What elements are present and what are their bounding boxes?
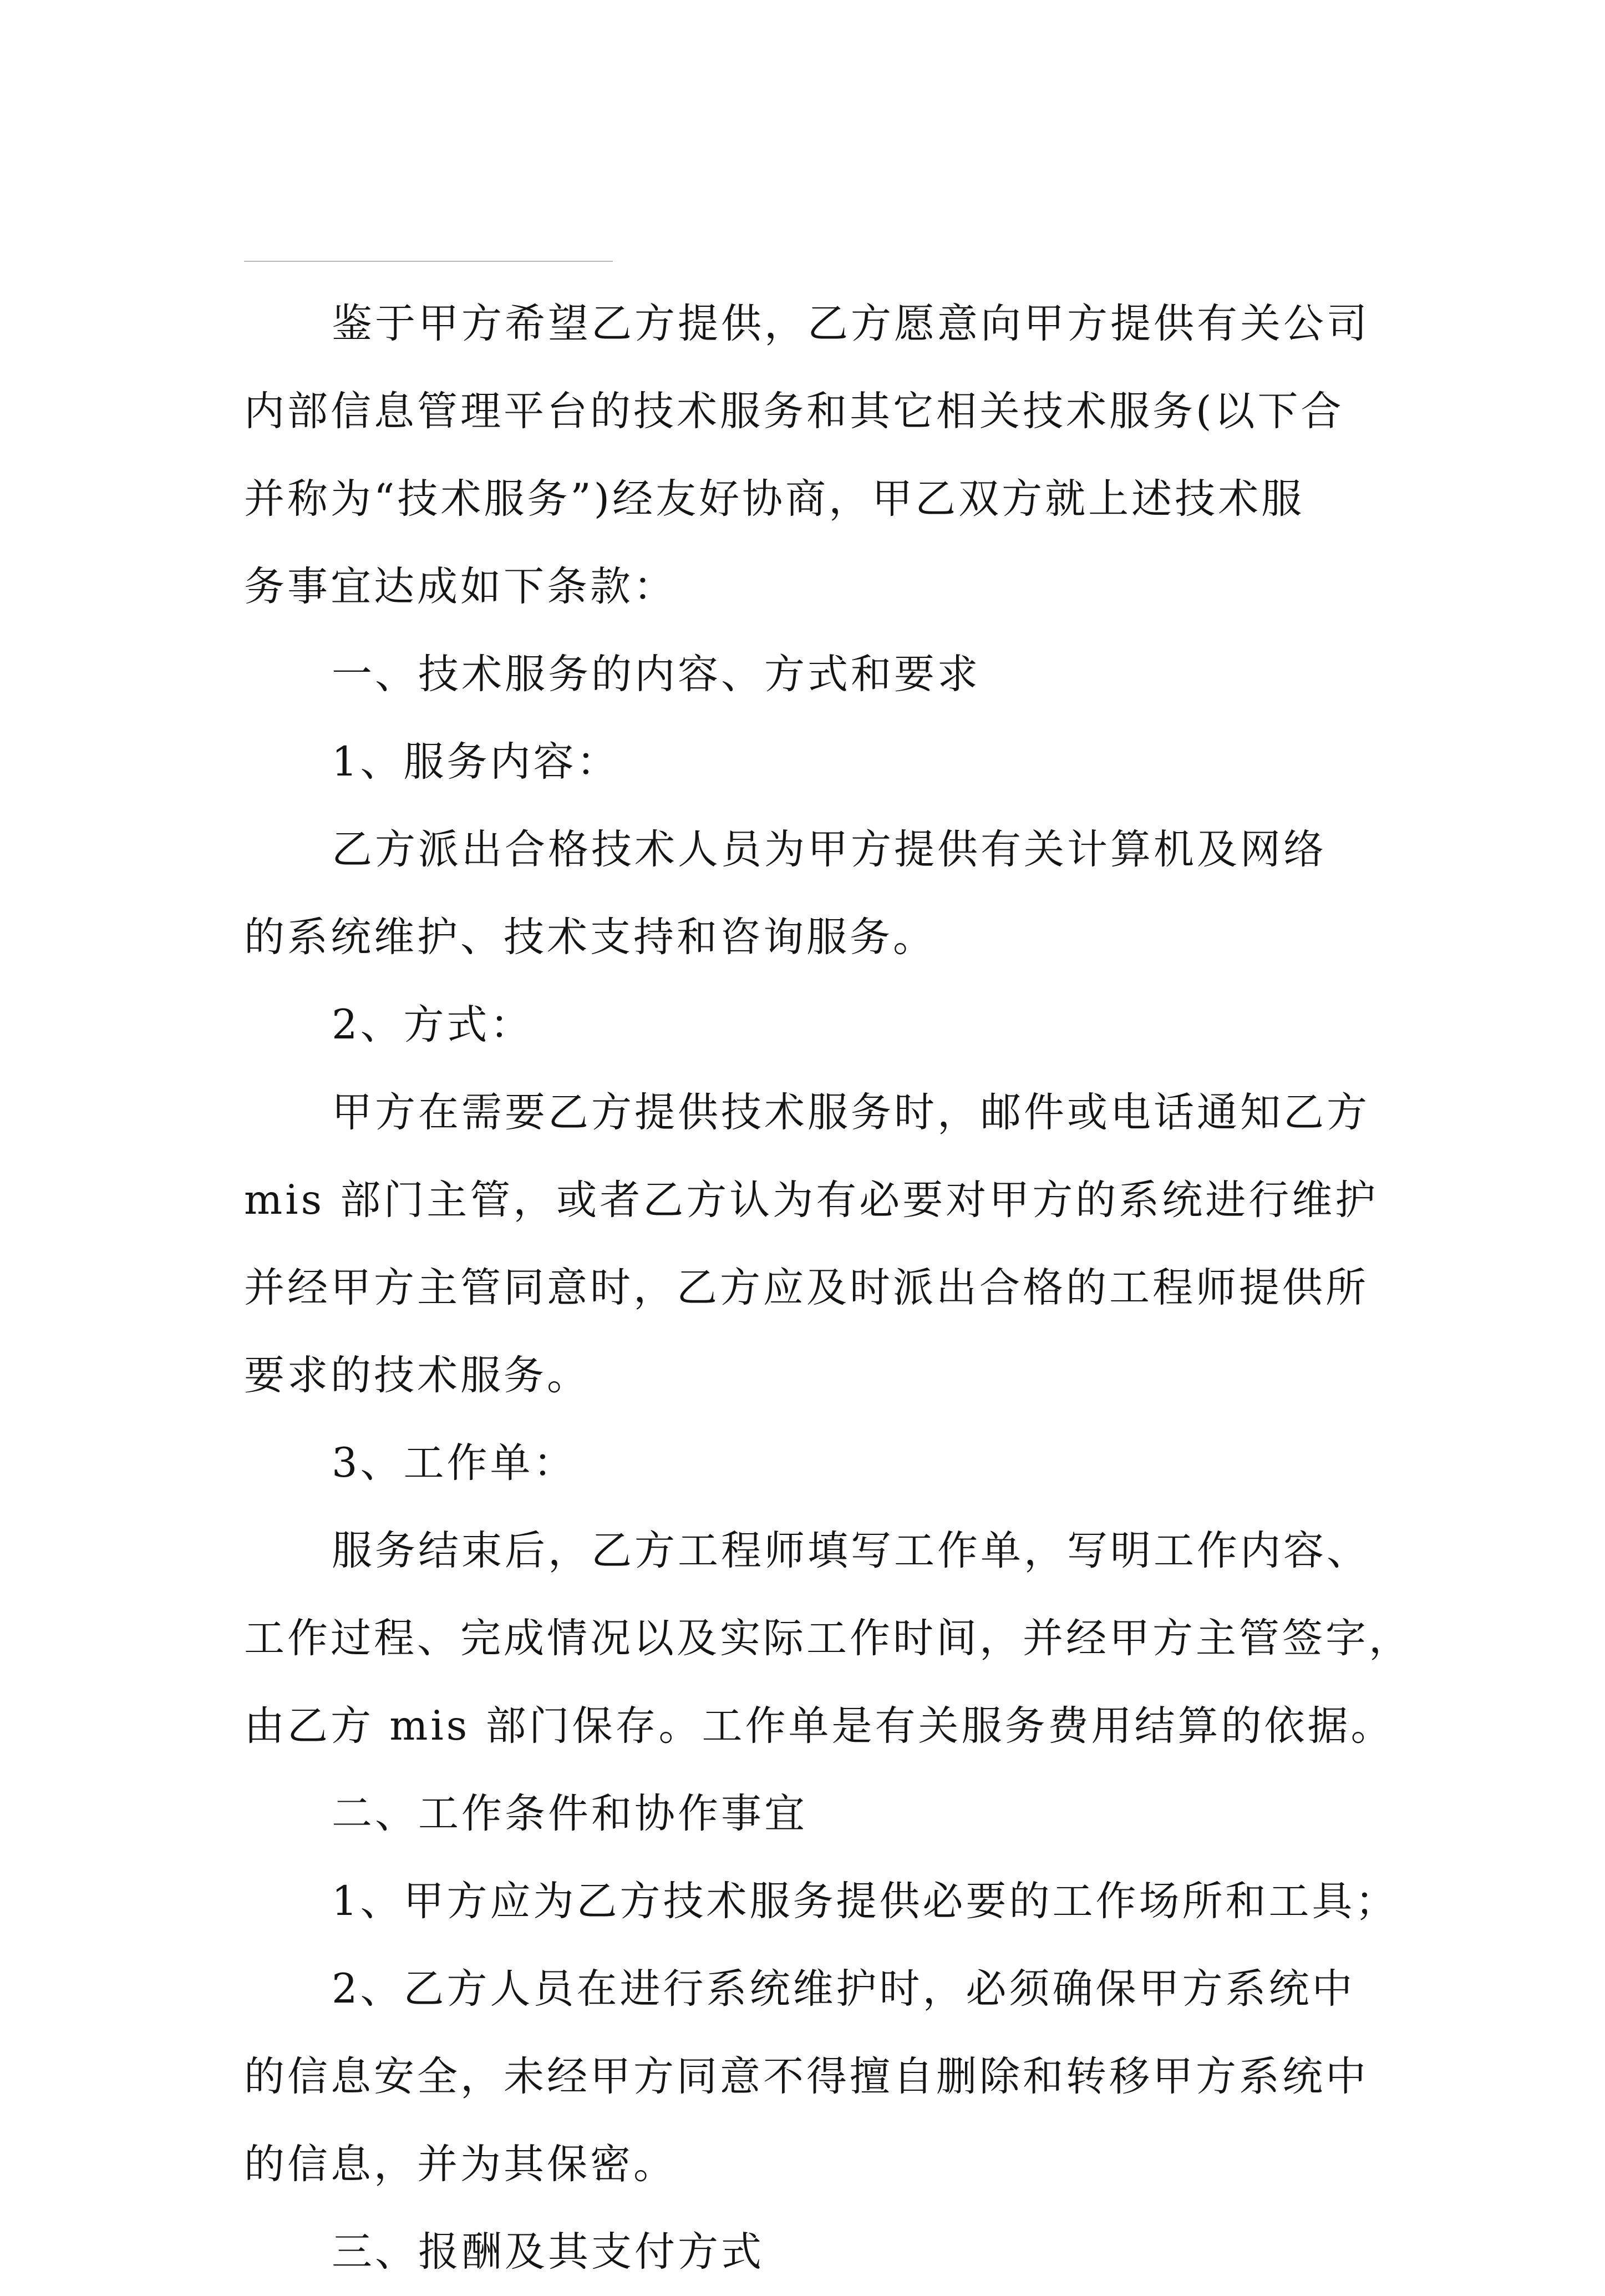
paragraph-line: 并称为“技术服务”)经友好协商，甲乙双方就上述技术服 [244,475,1305,523]
paragraph-line: 的信息安全，未经甲方同意不得擅自删除和转移甲方系统中 [244,2053,1369,2100]
paragraph-line: 由乙方 mis 部门保存。工作单是有关服务费用结算的依据。 [244,1702,1394,1750]
document-body [244,280,1412,2296]
subsection-heading: 2、方式： [332,1001,534,1048]
paragraph-line: 务事宜达成如下条款： [244,563,677,610]
paragraph-line: 服务结束后，乙方工程师填写工作单，写明工作内容、 [332,1527,1370,1574]
paragraph-line: 1、甲方应为乙方技术服务提供必要的工作场所和工具； [332,1878,1399,1925]
paragraph-line: 工作过程、完成情况以及实际工作时间，并经甲方主管签字， [244,1615,1412,1662]
paragraph-line: 的信息，并为其保密。 [244,2141,677,2188]
paragraph-line: 鉴于甲方希望乙方提供，乙方愿意向甲方提供有关公司 [332,300,1370,347]
paragraph-line: 要求的技术服务。 [244,1352,590,1399]
subsection-heading: 1、服务内容： [332,738,620,785]
paragraph-line: 内部信息管理平台的技术服务和其它相关技术服务(以下合 [244,388,1344,435]
subsection-heading: 3、工作单： [332,1440,577,1487]
section-heading: 一、技术服务的内容、方式和要求 [332,651,981,698]
paragraph-line: 并经甲方主管同意时，乙方应及时派出合格的工程师提供所 [244,1264,1369,1311]
paragraph-line: 甲方在需要乙方提供技术服务时，邮件或电话通知乙方 [332,1089,1370,1136]
paragraph-line: mis 部门主管，或者乙方认为有必要对甲方的系统进行维护 [244,1177,1379,1224]
section-heading: 三、报酬及其支付方式 [332,2228,764,2275]
paragraph-line: 的系统维护、技术支持和咨询服务。 [244,914,936,961]
paragraph-line: 2、乙方人员在进行系统维护时，必须确保甲方系统中 [332,1965,1355,2013]
header-divider [244,261,613,262]
paragraph-line: 乙方派出合格技术人员为甲方提供有关计算机及网络 [332,826,1327,873]
section-heading: 二、工作条件和协作事宜 [332,1790,807,1837]
